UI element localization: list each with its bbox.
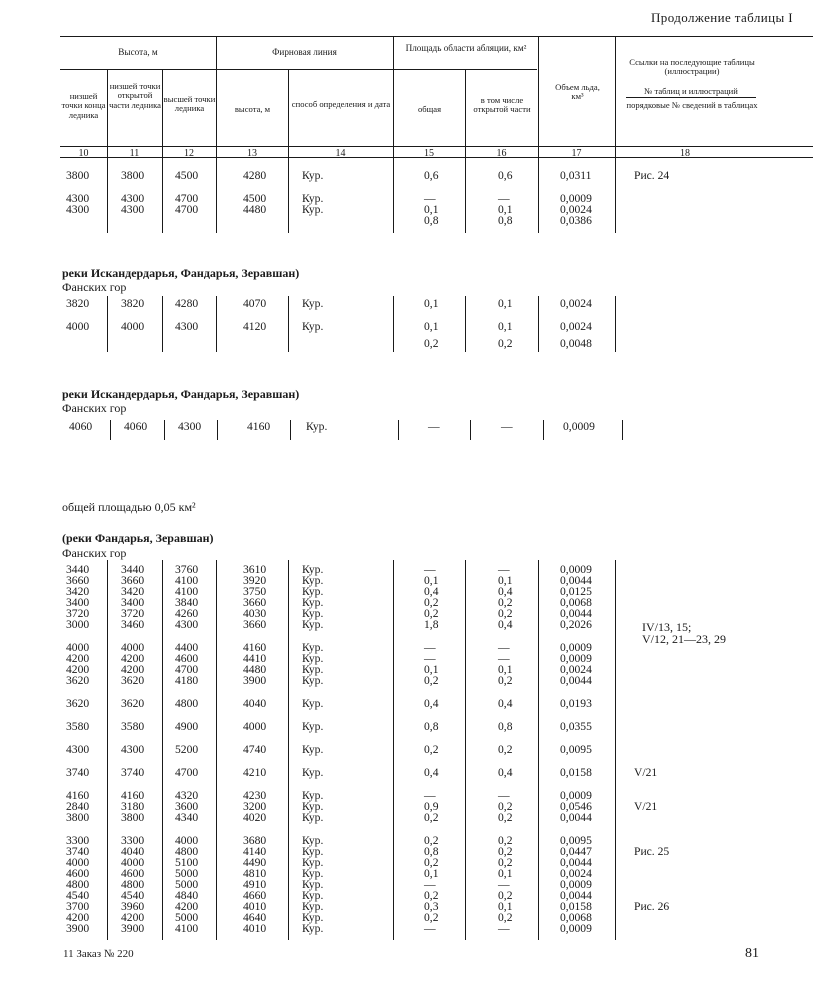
table-cell: 3460 (121, 618, 145, 631)
header-top-rule (60, 36, 813, 37)
table-cell: 4160 (243, 641, 267, 654)
hdr-vsep (393, 36, 394, 157)
table-cell: 0,4 (498, 697, 513, 710)
table-cell: 3900 (66, 922, 90, 935)
hdr-vsep (538, 36, 539, 157)
table-cell: 4100 (175, 922, 199, 935)
table-cell: 0,4 (498, 766, 513, 779)
table-cell: 0,2 (498, 743, 513, 756)
table-cell: Кур. (302, 889, 324, 902)
table-cell: 0,0044 (560, 607, 592, 620)
table-cell: Кур. (302, 867, 324, 880)
table-cell: 3610 (243, 563, 267, 576)
table-cell: 0,3 (424, 900, 439, 913)
table-cell: 0,2 (424, 889, 439, 902)
table-cell: 0,2 (498, 607, 513, 620)
table-cell: — (498, 652, 510, 665)
table-row: 3800 3800 4500 4280 Кур. 0,6 0,6 0,0311 Рис. 24 (66, 169, 670, 182)
table-cell: Кур. (302, 911, 324, 924)
table-cell: 0,2 (498, 674, 513, 687)
table-cell: — (498, 641, 510, 654)
section-title: (реки Фандарья, Зеравшан) (62, 531, 214, 545)
table-cell: 3420 (66, 585, 90, 598)
table-cell: 4740 (243, 743, 267, 756)
table-cell: 4000 (175, 834, 199, 847)
table-cell: 0,8 (424, 720, 439, 733)
reference-cell: V/12, 21—23, 29 (642, 632, 726, 646)
table-row (0, 722, 813, 732)
table-cell: Кур. (302, 856, 324, 869)
table-cell: 4000 (121, 641, 145, 654)
table-cell: Кур. (302, 697, 324, 710)
table-cell: Кур. (302, 766, 324, 779)
table-cell: 3620 (66, 674, 90, 687)
table-cell: 0,0044 (560, 811, 592, 824)
table-row (0, 768, 813, 778)
table-cell: 0,2 (424, 811, 439, 824)
table-cell: 4910 (243, 878, 267, 891)
table-cell: 3660 (243, 596, 267, 609)
table-cell: 4300 (175, 618, 199, 631)
table-cell: 0,0009 (560, 641, 592, 654)
footer-order: 11 Заказ № 220 (63, 948, 134, 960)
table-row (0, 813, 813, 823)
table-row: 4300 4300 4700 4480 Кур. 0,1 0,1 0,0024 (66, 203, 592, 216)
table-cell: Кур. (302, 607, 324, 620)
table-row (0, 924, 813, 934)
table-cell: 0,2 (424, 856, 439, 869)
table-cell: 4200 (66, 911, 90, 924)
table-cell: 3400 (121, 596, 145, 609)
table-cell: 4900 (175, 720, 199, 733)
table-cell: 5000 (175, 867, 199, 880)
table-cell: 4200 (175, 900, 199, 913)
hdr-vsep (288, 69, 289, 157)
table-cell: 0,0044 (560, 889, 592, 902)
table-cell: 5100 (175, 856, 199, 869)
table-cell: 3000 (66, 618, 90, 631)
table-cell: 4410 (243, 652, 267, 665)
table-cell: 0,2 (498, 811, 513, 824)
column-number: 16 (496, 148, 507, 159)
refs-fraction-line (626, 97, 756, 98)
table-row: 3820 3820 4280 4070 Кур. 0,1 0,1 0,0024 (66, 297, 592, 310)
table-cell: 0,0044 (560, 674, 592, 687)
table-cell: 4700 (175, 663, 199, 676)
table-cell: 4600 (175, 652, 199, 665)
table-cell: 3200 (243, 800, 267, 813)
table-cell: 0,1 (424, 867, 439, 880)
table-cell: 0,1 (498, 900, 513, 913)
table-cell: Кур. (302, 663, 324, 676)
table-cell: 4160 (66, 789, 90, 802)
table-cell: 4600 (66, 867, 90, 880)
table-cell: Кур. (302, 641, 324, 654)
refs-denominator-header: порядковые № сведений в таблицах (626, 100, 758, 110)
column-number: 12 (184, 148, 194, 159)
table-cell: 3900 (121, 922, 145, 935)
table-cell: 0,0009 (560, 878, 592, 891)
table-cell: 3840 (175, 596, 199, 609)
refs-numerator-header: № таблиц и иллюстраций (644, 86, 738, 96)
table-cell: 0,0068 (560, 596, 592, 609)
table-cell: 4010 (243, 900, 267, 913)
table-cell: 0,1 (424, 574, 439, 587)
ablation-open-header: в том числе открытой части (473, 95, 531, 115)
table-row (0, 745, 813, 755)
table-cell: 3600 (175, 800, 199, 813)
table-cell: 4400 (175, 641, 199, 654)
table-cell: 4040 (121, 845, 145, 858)
table-cell: 4540 (121, 889, 145, 902)
table-cell: 0,2 (498, 596, 513, 609)
table-cell: 3700 (66, 900, 90, 913)
table-cell: 3620 (121, 697, 145, 710)
table-row-total: 0,2 0,2 0,0048 (424, 337, 592, 350)
table-cell: 4260 (175, 607, 199, 620)
table-cell: Кур. (302, 834, 324, 847)
table-cell: Кур. (302, 618, 324, 631)
lowest-point-header: низшей точки конца ледника (61, 91, 106, 120)
table-cell: 3620 (121, 674, 145, 687)
table-cell: 0,8 (498, 720, 513, 733)
table-cell: 4700 (175, 766, 199, 779)
table-cell: — (424, 922, 436, 935)
table-cell: Кур. (302, 596, 324, 609)
table-cell: 0,2 (498, 911, 513, 924)
table-cell: 0,0125 (560, 585, 592, 598)
table-cell: 0,1 (498, 663, 513, 676)
table-cell: 5200 (175, 743, 199, 756)
table-cell: V/21 (634, 766, 658, 779)
table-cell: 3920 (243, 574, 267, 587)
column-number: 11 (129, 148, 140, 159)
table-cell: Кур. (302, 811, 324, 824)
table-cell: 0,2 (424, 674, 439, 687)
table-cell: 4840 (175, 889, 199, 902)
table-cell: 3300 (121, 834, 145, 847)
table-cell: Кур. (302, 652, 324, 665)
table-cell: — (498, 789, 510, 802)
column-number: 18 (680, 148, 690, 159)
table-cell: 0,2 (498, 856, 513, 869)
table-cell: 4810 (243, 867, 267, 880)
table-cell: — (424, 652, 436, 665)
table-cell: 4340 (175, 811, 199, 824)
table-cell: 4320 (175, 789, 199, 802)
table-cell: Кур. (302, 878, 324, 891)
table-cell: 3960 (121, 900, 145, 913)
table-cell: 4300 (66, 743, 90, 756)
table-cell: 3180 (121, 800, 145, 813)
continuation-caption: Продолжение таблицы I (651, 10, 793, 25)
table-cell: 4000 (243, 720, 267, 733)
table-cell: Кур. (302, 743, 324, 756)
table-cell: 4200 (66, 663, 90, 676)
table-cell: 2840 (66, 800, 90, 813)
table-cell: 0,4 (498, 585, 513, 598)
table-cell: 4040 (243, 697, 267, 710)
table-cell: 4200 (121, 911, 145, 924)
section-title: реки Искандердарья, Фандарья, Зеравшан) (62, 266, 300, 280)
ablation-total-header: общая (417, 104, 442, 114)
table-cell: 3750 (243, 585, 267, 598)
table-cell: — (424, 563, 436, 576)
table-cell: 0,1 (498, 574, 513, 587)
section-subtitle: Фанских гор (62, 401, 127, 415)
table-cell: 0,9 (424, 800, 439, 813)
table-cell: 0,0095 (560, 834, 592, 847)
table-cell: 3400 (66, 596, 90, 609)
table-cell: 4300 (121, 743, 145, 756)
table-cell: 4540 (66, 889, 90, 902)
table-cell: 5000 (175, 911, 199, 924)
table-cell: 4100 (175, 585, 199, 598)
table-cell: 0,2026 (560, 618, 592, 631)
table-row (0, 676, 813, 686)
table-cell: 3420 (121, 585, 145, 598)
table-cell: 4010 (243, 922, 267, 935)
table-cell: — (424, 789, 436, 802)
table-cell: 0,0024 (560, 663, 592, 676)
table-row: 4300 4300 4700 4500 Кур. — — 0,0009 (66, 192, 592, 205)
table-cell: 0,4 (424, 766, 439, 779)
table-cell: 0,0095 (560, 743, 592, 756)
column-number: 17 (571, 148, 582, 159)
table-cell: V/21 (634, 800, 658, 813)
table-cell: 0,4 (498, 618, 513, 631)
table-cell: 0,0068 (560, 911, 592, 924)
table-cell: 3580 (66, 720, 90, 733)
table-cell: 3740 (121, 766, 145, 779)
table-cell: Кур. (302, 789, 324, 802)
table-row-total: 0,8 0,8 0,0386 (424, 214, 592, 227)
table-row (0, 620, 813, 630)
table-cell: 3660 (66, 574, 90, 587)
table-cell: 4020 (243, 811, 267, 824)
table-cell: 4100 (175, 574, 199, 587)
table-cell: 4200 (121, 652, 145, 665)
table-cell: 0,2 (498, 889, 513, 902)
table-cell: 0,0009 (560, 789, 592, 802)
table-cell: 0,2 (424, 911, 439, 924)
table-cell: Кур. (302, 674, 324, 687)
column-number: 10 (78, 148, 89, 159)
table-cell: 4640 (243, 911, 267, 924)
table-cell: 3800 (66, 811, 90, 824)
table-cell: 4480 (243, 663, 267, 676)
table-cell: 0,0447 (560, 845, 592, 858)
ablation-group-header: Площадь области абляции, км² (405, 43, 527, 53)
table-cell: 3300 (66, 834, 90, 847)
table-cell: 3720 (66, 607, 90, 620)
table-cell: 0,2 (424, 607, 439, 620)
section-title: реки Искандердарья, Фандарья, Зеравшан) (62, 387, 300, 401)
height-group-header: Высота, м (118, 47, 158, 57)
table-cell: Кур. (302, 900, 324, 913)
table-cell: 0,0355 (560, 720, 592, 733)
table-cell: 1,8 (424, 618, 439, 631)
table-cell: 3440 (66, 563, 90, 576)
table-cell: — (498, 563, 510, 576)
table-cell: 3900 (243, 674, 267, 687)
table-cell: 4000 (121, 856, 145, 869)
table-cell: 4230 (243, 789, 267, 802)
table-cell: 4210 (243, 766, 267, 779)
table-cell: 0,0009 (560, 652, 592, 665)
table-cell: 0,1 (424, 663, 439, 676)
table-cell: 0,0158 (560, 766, 592, 779)
table-cell: 0,0044 (560, 856, 592, 869)
table-cell: 4800 (175, 845, 199, 858)
column-number: 14 (335, 148, 346, 159)
table-cell: Кур. (302, 574, 324, 587)
firn-line-header: Фирновая линия (272, 47, 337, 57)
table-cell: 4180 (175, 674, 199, 687)
table-row: 4060 4060 4300 4160 Кур. — — 0,0009 (69, 420, 595, 433)
table-cell: 3800 (121, 811, 145, 824)
table-cell: 4660 (243, 889, 267, 902)
table-cell: 4200 (66, 652, 90, 665)
column-number: 15 (424, 148, 434, 159)
table-cell: 3660 (243, 618, 267, 631)
table-cell: 0,2 (424, 743, 439, 756)
table-cell: Рис. 25 (634, 845, 670, 858)
table-row: 4000 4000 4300 4120 Кур. 0,1 0,1 0,0024 (66, 320, 592, 333)
table-cell: 3740 (66, 766, 90, 779)
table-cell: 3720 (121, 607, 145, 620)
table-cell: 5000 (175, 878, 199, 891)
table-cell: 4490 (243, 856, 267, 869)
table-row (0, 699, 813, 709)
table-cell: 0,0044 (560, 574, 592, 587)
column-number: 13 (247, 148, 257, 159)
table-cell: 0,2 (498, 845, 513, 858)
table-cell: 0,0193 (560, 697, 592, 710)
table-cell: 4160 (121, 789, 145, 802)
hdr-vsep (615, 36, 616, 157)
reference-cell: IV/13, 15; (642, 620, 692, 634)
header-numbers-rule (60, 146, 813, 147)
table-cell: 3580 (121, 720, 145, 733)
table-cell: — (498, 878, 510, 891)
section-subtitle: Фанских гор (62, 546, 127, 560)
table-cell: 0,2 (498, 800, 513, 813)
table-cell: 4800 (121, 878, 145, 891)
highest-point-header: высшей точки ледника (163, 94, 216, 114)
section-subtitle: Фанских гор (62, 280, 127, 294)
table-cell: 0,2 (424, 596, 439, 609)
table-cell: 4000 (66, 856, 90, 869)
table-cell: 0,0024 (560, 867, 592, 880)
table-cell: 4140 (243, 845, 267, 858)
table-cell: 0,0158 (560, 900, 592, 913)
table-cell: Кур. (302, 720, 324, 733)
page-number: 81 (745, 946, 759, 961)
table-cell: 3760 (175, 563, 199, 576)
table-cell: — (424, 641, 436, 654)
table-cell: 3440 (121, 563, 145, 576)
table-cell: 0,8 (424, 845, 439, 858)
table-cell: Кур. (302, 922, 324, 935)
table-cell: 0,2 (498, 834, 513, 847)
table-cell: Кур. (302, 563, 324, 576)
table-cell: Кур. (302, 845, 324, 858)
table-cell: — (424, 878, 436, 891)
table-cell: 0,4 (424, 585, 439, 598)
section-note: общей площадью 0,05 км² (62, 500, 196, 514)
table-cell: 0,1 (498, 867, 513, 880)
table-cell: 0,2 (424, 834, 439, 847)
table-cell: 4000 (66, 641, 90, 654)
table-cell: 3740 (66, 845, 90, 858)
table-cell: 4200 (121, 663, 145, 676)
ice-volume-header: Объем льда, км³ (555, 82, 600, 102)
table-cell: 4030 (243, 607, 267, 620)
firn-height-header: высота, м (234, 104, 271, 114)
refs-title-header: Ссылки на последующие таблицы (иллюстрации) (629, 57, 755, 77)
lowest-open-header: низшей точки открытой части ледника (109, 81, 161, 110)
table-cell: 4600 (121, 867, 145, 880)
table-cell: 0,4 (424, 697, 439, 710)
table-cell: 0,0009 (560, 563, 592, 576)
table-cell: 3620 (66, 697, 90, 710)
table-cell: Рис. 26 (634, 900, 670, 913)
table-cell: 4800 (66, 878, 90, 891)
table-cell: — (498, 922, 510, 935)
table-cell: 3680 (243, 834, 267, 847)
table-cell: 4800 (175, 697, 199, 710)
table-cell: 3660 (121, 574, 145, 587)
table-cell: Кур. (302, 800, 324, 813)
table-cell: 0,0546 (560, 800, 592, 813)
table-cell: 0,0009 (560, 922, 592, 935)
firn-method-header: способ определения и дата (291, 99, 391, 109)
table-cell: Кур. (302, 585, 324, 598)
